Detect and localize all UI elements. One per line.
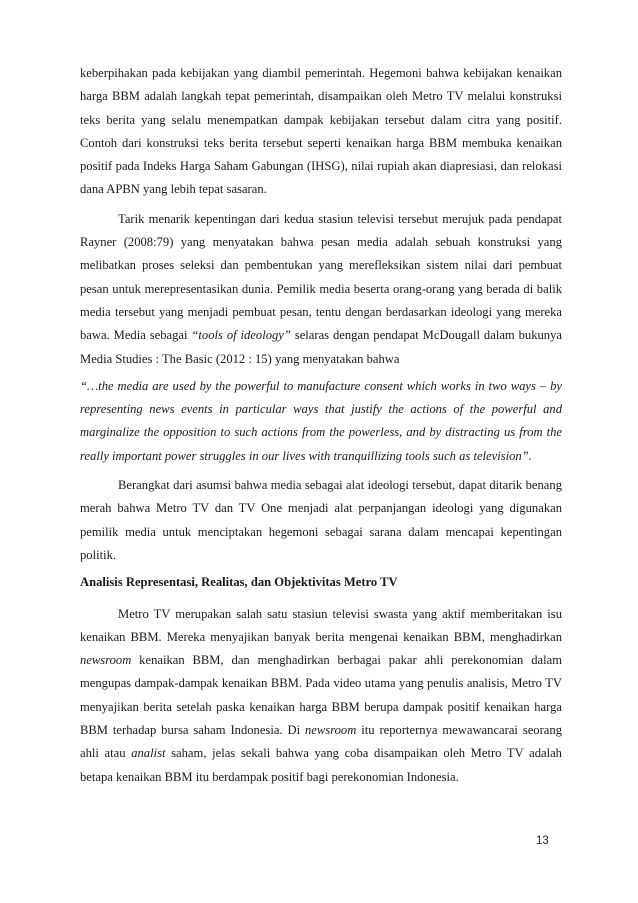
paragraph-4-text-a: Metro TV merupakan salah satu stasiun televisi swasta yang aktif memberitakan isu kenaikan BBM. Mereka menyajikan banyak berita mengenai kenaikan BBM, menghadirkan xyxy=(80,606,562,644)
paragraph-1: keberpihakan pada kebijakan yang diambil pemerintah. Hegemoni bahwa kebijakan kenaikan harga BBM adalah langkah tepat pemerintah, disampaikan oleh Metro TV melalui konstruksi teks berita yang selalu menempatkan dampak kebijakan tersebut dalam citra yang positif. Contoh dari konstruksi teks berita tersebut seperti kenaikan harga BBM membuka kenaikan positif pada Indeks Harga Saham Gabungan (IHSG), nilai rupiah akan diapresiasi, dan relokasi dana APBN yang lebih tepat sasaran. xyxy=(80,66,562,197)
paragraph-4-text-c: itu reporternya mewawancarai seorang ahli atau xyxy=(80,723,562,761)
paragraph-2-text-a: Tarik menarik kepentingan dari kedua stasiun televisi tersebut merujuk pada pendapat Rayner (2008:79) yang menyatakan bahwa pesan media adalah sebuah konstruksi yang melibatkan proses seleksi dan pembentukan yang merefleksikan sistem nilai dari pembuat pesan untuk merepresentasikan dunia. Pemilik media beserta orang-orang yang berada di balik media tersebut yang menjadi pembuat pesan, tentu dengan berdasarkan ideologi yang mereka bawa. Media sebagai xyxy=(80,211,562,343)
newsroom-term-1: newsroom xyxy=(80,653,132,668)
block-quotation: “…the media are used by the powerful to manufacture consent which works in two ways – by representing news events in particular ways that justify the actions of the powerful and marginalize the opposition to such actions from the powerless, and by distracting us from the really important power struggles in our lives with tranquillizing tools such as television”. xyxy=(80,378,562,463)
newsroom-term-2: newsroom xyxy=(305,723,357,738)
page-number: 13 xyxy=(536,835,549,847)
paragraph-4-text-b: kenaikan BBM, dan menghadirkan berbagai pakar ahli perekonomian dalam mengupas dampak-dampak kenaikan BBM. Pada video utama yang penulis analisis, Metro TV menyajikan berita setelah paska kenaikan harga BBM berupa dampak positif kenaikan harga BBM terhadap bursa saham Indonesia. Di xyxy=(80,653,562,738)
paragraph-2-text-b: selaras dengan pendapat McDougall dalam bukunya Media Studies : The Basic (2012 : 15) yang menyatakan bahwa xyxy=(80,328,562,366)
paragraph-2 xyxy=(80,208,562,371)
analist-term: analist xyxy=(131,746,166,761)
tools-of-ideology-term: “tools of ideology” xyxy=(191,328,291,343)
paragraph-3: Berangkat dari asumsi bahwa media sebagai alat ideologi tersebut, dapat ditarik benang merah bahwa Metro TV dan TV One menjadi alat perpanjangan ideologi yang digunakan pemilik media untuk menciptakan hegemoni sebagai sarana dalam mencapai kepentingan politik. xyxy=(80,478,562,562)
document-body xyxy=(80,62,562,789)
paragraph-4 xyxy=(80,603,562,789)
paragraph-4-text-d: saham, jelas sekali bahwa yang coba disampaikan oleh Metro TV adalah betapa kenaikan BBM itu berdampak positif bagi perekonomian Indonesia. xyxy=(80,746,562,784)
section-heading: Analisis Representasi, Realitas, dan Objektivitas Metro TV xyxy=(80,575,398,590)
